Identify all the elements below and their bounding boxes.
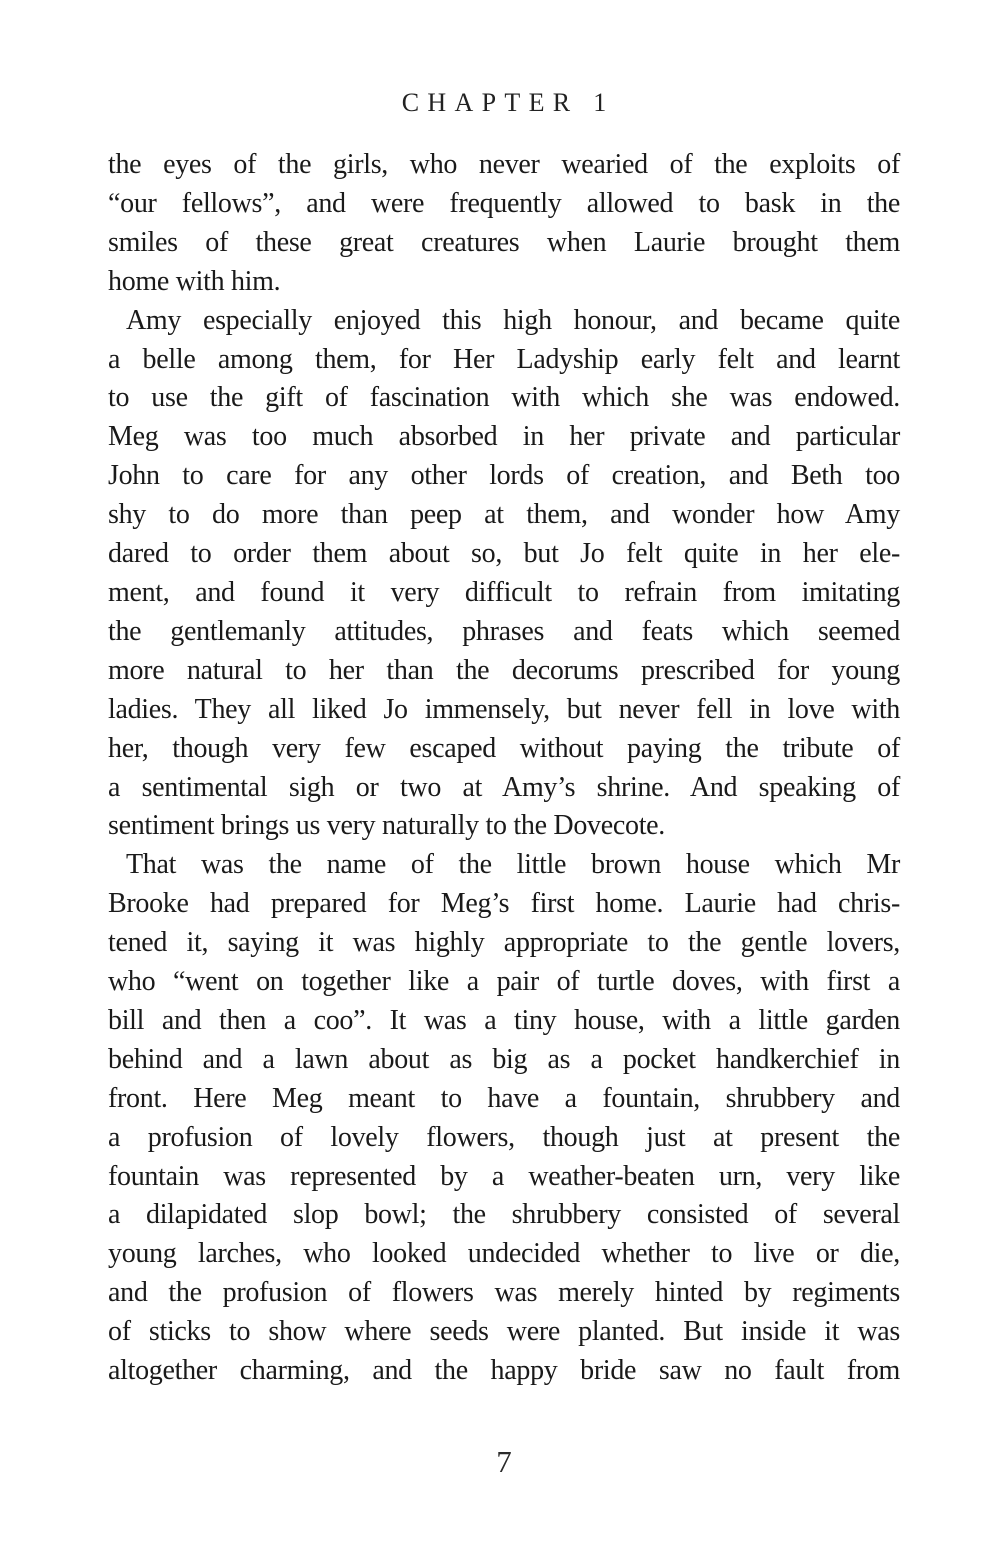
text-line: more natural to her than the decorums prescribed for young bbox=[108, 654, 900, 686]
page-text bbox=[108, 146, 900, 1391]
text-line: the gentlemanly attitudes, phrases and feats which seemed bbox=[108, 615, 900, 647]
text-line: the eyes of the girls, who never wearied of the exploits of bbox=[108, 149, 900, 180]
text-line: a belle among them, for Her Ladyship early felt and learnt bbox=[108, 343, 900, 375]
text-line: a profusion of lovely flowers, though just at present the bbox=[108, 1121, 900, 1153]
page-number: 7 bbox=[496, 1444, 512, 1479]
text-line: and the profusion of flowers was merely hinted by regiments bbox=[108, 1277, 900, 1309]
text-line: John to care for any other lords of creation, and Beth too bbox=[108, 460, 900, 492]
text-line: of sticks to show where seeds were planted. But inside it was bbox=[108, 1316, 900, 1348]
text-line: bill and then a coo”. It was a tiny house, with a little garden bbox=[108, 1004, 900, 1036]
text-line: front. Here Meg meant to have a fountain, shrubbery and bbox=[108, 1082, 900, 1114]
text-line: “our fellows”, and were frequently allowed to bask in the bbox=[108, 187, 900, 219]
text-line: to use the gift of fascination with which she was endowed. bbox=[108, 382, 900, 414]
text-line: her, though very few escaped without paying the tribute of bbox=[108, 732, 900, 764]
text-line: tened it, saying it was highly appropriate to the gentle lovers, bbox=[108, 927, 900, 959]
text-line: Meg was too much absorbed in her private and particular bbox=[108, 421, 900, 453]
paragraph bbox=[108, 302, 900, 847]
text-line: altogether charming, and the happy bride saw no fault from bbox=[108, 1355, 900, 1387]
text-line: ment, and found it very difficult to refrain from imitating bbox=[108, 576, 900, 608]
text-line: a sentimental sigh or two at Amy’s shrine. And speaking of bbox=[108, 771, 900, 803]
text-line: behind and a lawn about as big as a pocket handkerchief in bbox=[108, 1043, 900, 1075]
text-line: Amy especially enjoyed this high honour, and became quite bbox=[126, 304, 900, 336]
text-line: smiles of these great creatures when Laurie brought them bbox=[108, 226, 900, 258]
text-line: fountain was represented by a weather-beaten urn, very like bbox=[108, 1160, 900, 1192]
text-line: ladies. They all liked Jo immensely, but never fell in love with bbox=[108, 693, 900, 725]
text-line: Brooke had prepared for Meg’s first home. Laurie had chris- bbox=[108, 888, 900, 920]
text-line: a dilapidated slop bowl; the shrubbery consisted of several bbox=[108, 1199, 900, 1231]
text-line: shy to do more than peep at them, and wonder how Amy bbox=[108, 499, 900, 531]
text-line: who “went on together like a pair of turtle doves, with first a bbox=[108, 966, 900, 998]
text-line: sentiment brings us very naturally to the Dovecote. bbox=[108, 810, 666, 842]
paragraph bbox=[108, 146, 900, 302]
text-line: That was the name of the little brown house which Mr bbox=[126, 849, 900, 881]
text-line: dared to order them about so, but Jo felt quite in her ele- bbox=[108, 538, 900, 570]
text-line: home with him. bbox=[108, 265, 281, 297]
text-line: young larches, who looked undecided whether to live or die, bbox=[108, 1238, 900, 1270]
paragraph bbox=[108, 846, 900, 1391]
chapter-heading: CHAPTER 1 bbox=[401, 88, 615, 117]
